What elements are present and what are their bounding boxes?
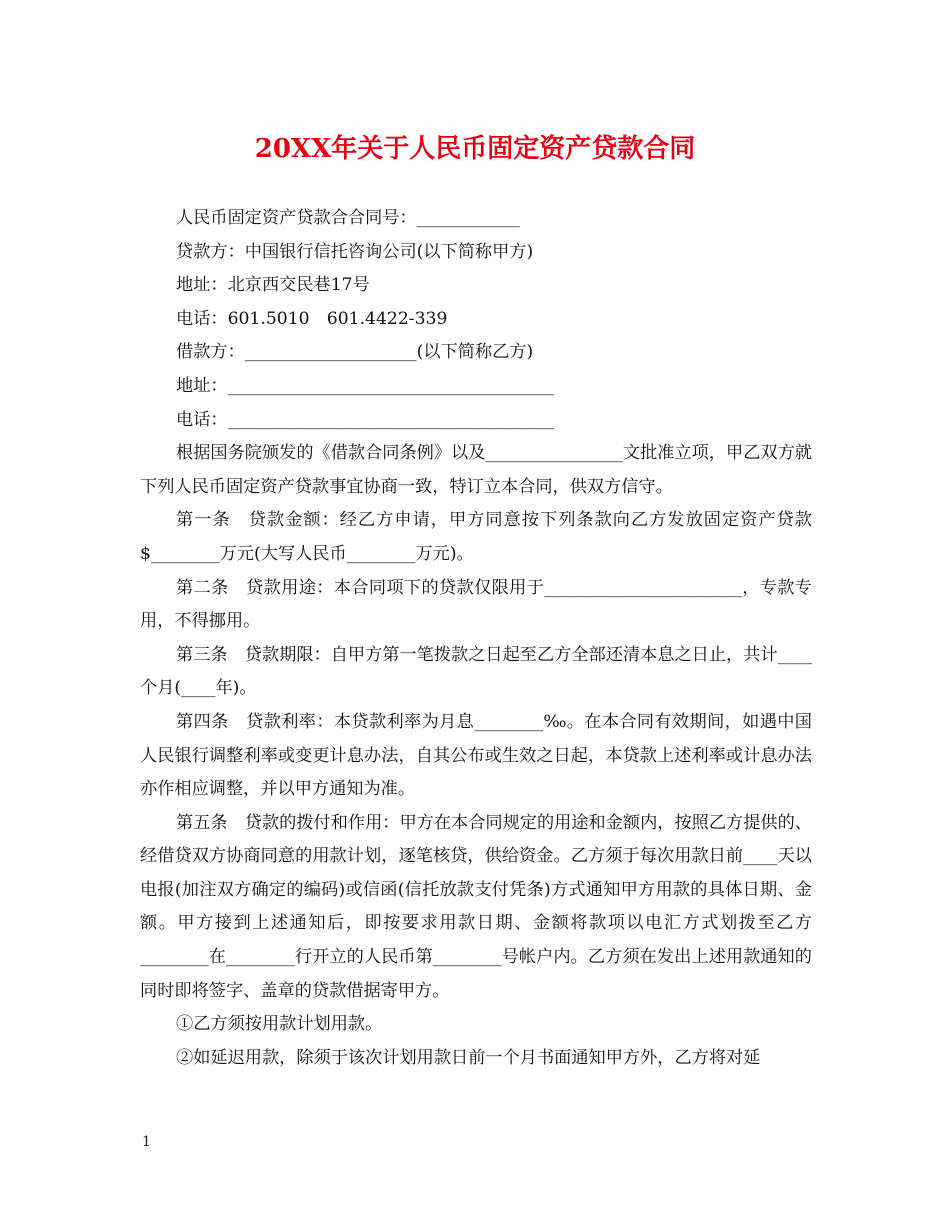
borrower-phone-line: 电话：______________________________________ bbox=[176, 409, 555, 430]
clause-2-paragraph: ②如延迟用款，除须于该次计划用款日前一个月书面通知甲方外，乙方将对延 bbox=[176, 1047, 761, 1068]
article-4-paragraph: 第四条 贷款利率：本贷款利率为月息________‰。在本合同有效期间，如遇中国人民银行调整利率或变更计息办法，自其公布或生效之日起，本贷款上述利率或计息办法亦作相应调整，并以甲方通知为准。 bbox=[140, 711, 812, 800]
lender-line: 贷款方：中国银行信托咨询公司(以下简称甲方) bbox=[176, 241, 534, 262]
article-5-paragraph: 第五条 贷款的拨付和作用：甲方在本合同规定的用途和金额内，按照乙方提供的、经借贷双方协商同意的用款计划，逐笔核贷，供给资金。乙方须于每次用款日前____天以电报(加注双方确定的编码)或信函(信托放款支付凭条)方式通知甲方用款的具体日期、金额。甲方接到上述通知后，即按要求用款日期、金额将款项以电汇方式划拨至乙方________在________行开立的人民币第________号帐户内。乙方须在发出上述用款通知的同时即将签字、盖章的贷款借据寄甲方。 bbox=[140, 812, 812, 1001]
document-title: 20XX年关于人民币固定资产贷款合同 bbox=[254, 134, 696, 164]
borrower-line: 借款方：____________________(以下简称乙方) bbox=[176, 342, 534, 363]
article-1-paragraph: 第一条 贷款金额：经乙方申请，甲方同意按下列条款向乙方发放固定资产贷款$________万元(大写人民币________万元)。 bbox=[140, 510, 812, 564]
document-body bbox=[140, 202, 812, 1075]
lender-address-line: 地址：北京西交民巷17号 bbox=[176, 275, 370, 296]
contract-number-line: 人民币固定资产贷款合合同号：____________ bbox=[176, 208, 520, 228]
article-3-paragraph: 第三条 贷款期限：自甲方第一笔拨款之日起至乙方全部还清本息之日止，共计____个月(____年)。 bbox=[140, 644, 812, 699]
article-2-paragraph: 第二条 贷款用途：本合同项下的贷款仅限用于_______________________，专款专用，不得挪用。 bbox=[140, 577, 812, 632]
borrower-address-line: 地址：______________________________________ bbox=[176, 375, 555, 396]
preamble-paragraph: 根据国务院颁发的《借款合同条例》以及________________文批准立项，甲乙双方就下列人民币固定资产贷款事宜协商一致，特订立本合同，供双方信守。 bbox=[140, 443, 812, 497]
lender-phone-line: 电话：601.5010 601.4422-339 bbox=[176, 308, 448, 329]
clause-1-paragraph: ①乙方须按用款计划用款。 bbox=[176, 1014, 383, 1035]
page-number: 1 bbox=[142, 1134, 151, 1150]
